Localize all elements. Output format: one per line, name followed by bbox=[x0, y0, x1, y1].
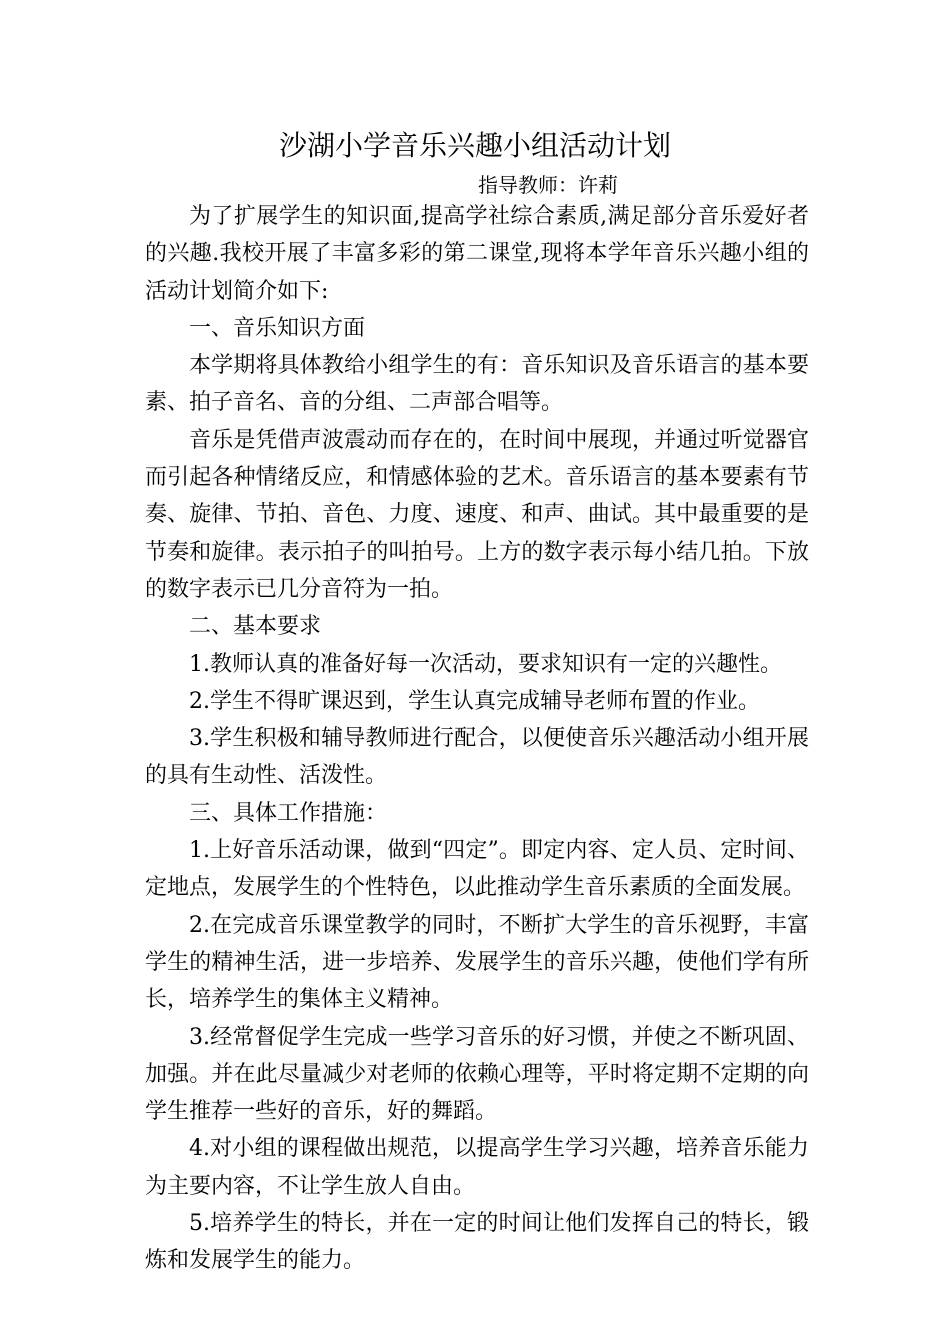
list-item: 1.教师认真的准备好每一次活动，要求知识有一定的兴趣性。 bbox=[189, 651, 782, 677]
section-heading: 二、基本要求 bbox=[189, 614, 322, 640]
paragraph: 音乐是凭借声波震动而存在的，在时间中展现，并通过听觉器官而引起各种情绪反应，和情感体验的艺术。音乐语言的基本要素有节奏、旋律、节拍、音色、力度、速度、和声、曲试。其中最重要的是节奏和旋律。表示拍子的叫拍号。上方的数字表示每小结几拍。下放的数字表示已几分音符为一拍。 bbox=[145, 427, 809, 602]
document-title: 沙湖小学音乐兴趣小组活动计划 bbox=[278, 129, 671, 162]
section-heading: 一、音乐知识方面 bbox=[189, 315, 366, 341]
list-item: 2.学生不得旷课迟到，学生认真完成辅导老师布置的作业。 bbox=[189, 688, 760, 714]
document-body bbox=[145, 198, 809, 1280]
paragraph: 本学期将具体教给小组学生的有：音乐知识及音乐语言的基本要素、拍子音名、音的分组、二声部合唱等。 bbox=[145, 353, 809, 416]
list-item: 3.经常督促学生完成一些学习音乐的好习惯，并使之不断巩固、加强。并在此尽量减少对老师的依赖心理等，平时将定期不定期的向学生推荐一些好的音乐，好的舞蹈。 bbox=[145, 1024, 809, 1125]
list-item: 4.对小组的课程做出规范，以提高学生学习兴趣，培养音乐能力为主要内容，不让学生放人自由。 bbox=[145, 1136, 809, 1199]
list-item: 2.在完成音乐课堂教学的同时，不断扩大学生的音乐视野，丰富学生的精神生活，进一步培养、发展学生的音乐兴趣，使他们学有所长，培养学生的集体主义精神。 bbox=[145, 912, 809, 1013]
intro-paragraph: 为了扩展学生的知识面,提高学社综合素质,满足部分音乐爱好者的兴趣.我校开展了丰富多彩的第二课堂,现将本学年音乐兴趣小组的活动计划简介如下: bbox=[145, 204, 809, 304]
list-item: 1.上好音乐活动课，做到“四定”。即定内容、定人员、定时间、定地点，发展学生的个性特色，以此推动学生音乐素质的全面发展。 bbox=[145, 838, 809, 901]
list-item: 3.学生积极和辅导教师进行配合，以便使音乐兴趣活动小组开展的具有生动性、活泼性。 bbox=[145, 726, 809, 789]
list-item: 5.培养学生的特长，并在一定的时间让他们发挥自己的特长，锻炼和发展学生的能力。 bbox=[145, 1211, 809, 1274]
author-line: 指导教师：许莉 bbox=[478, 173, 618, 197]
section-heading: 三、具体工作措施： bbox=[189, 800, 388, 826]
